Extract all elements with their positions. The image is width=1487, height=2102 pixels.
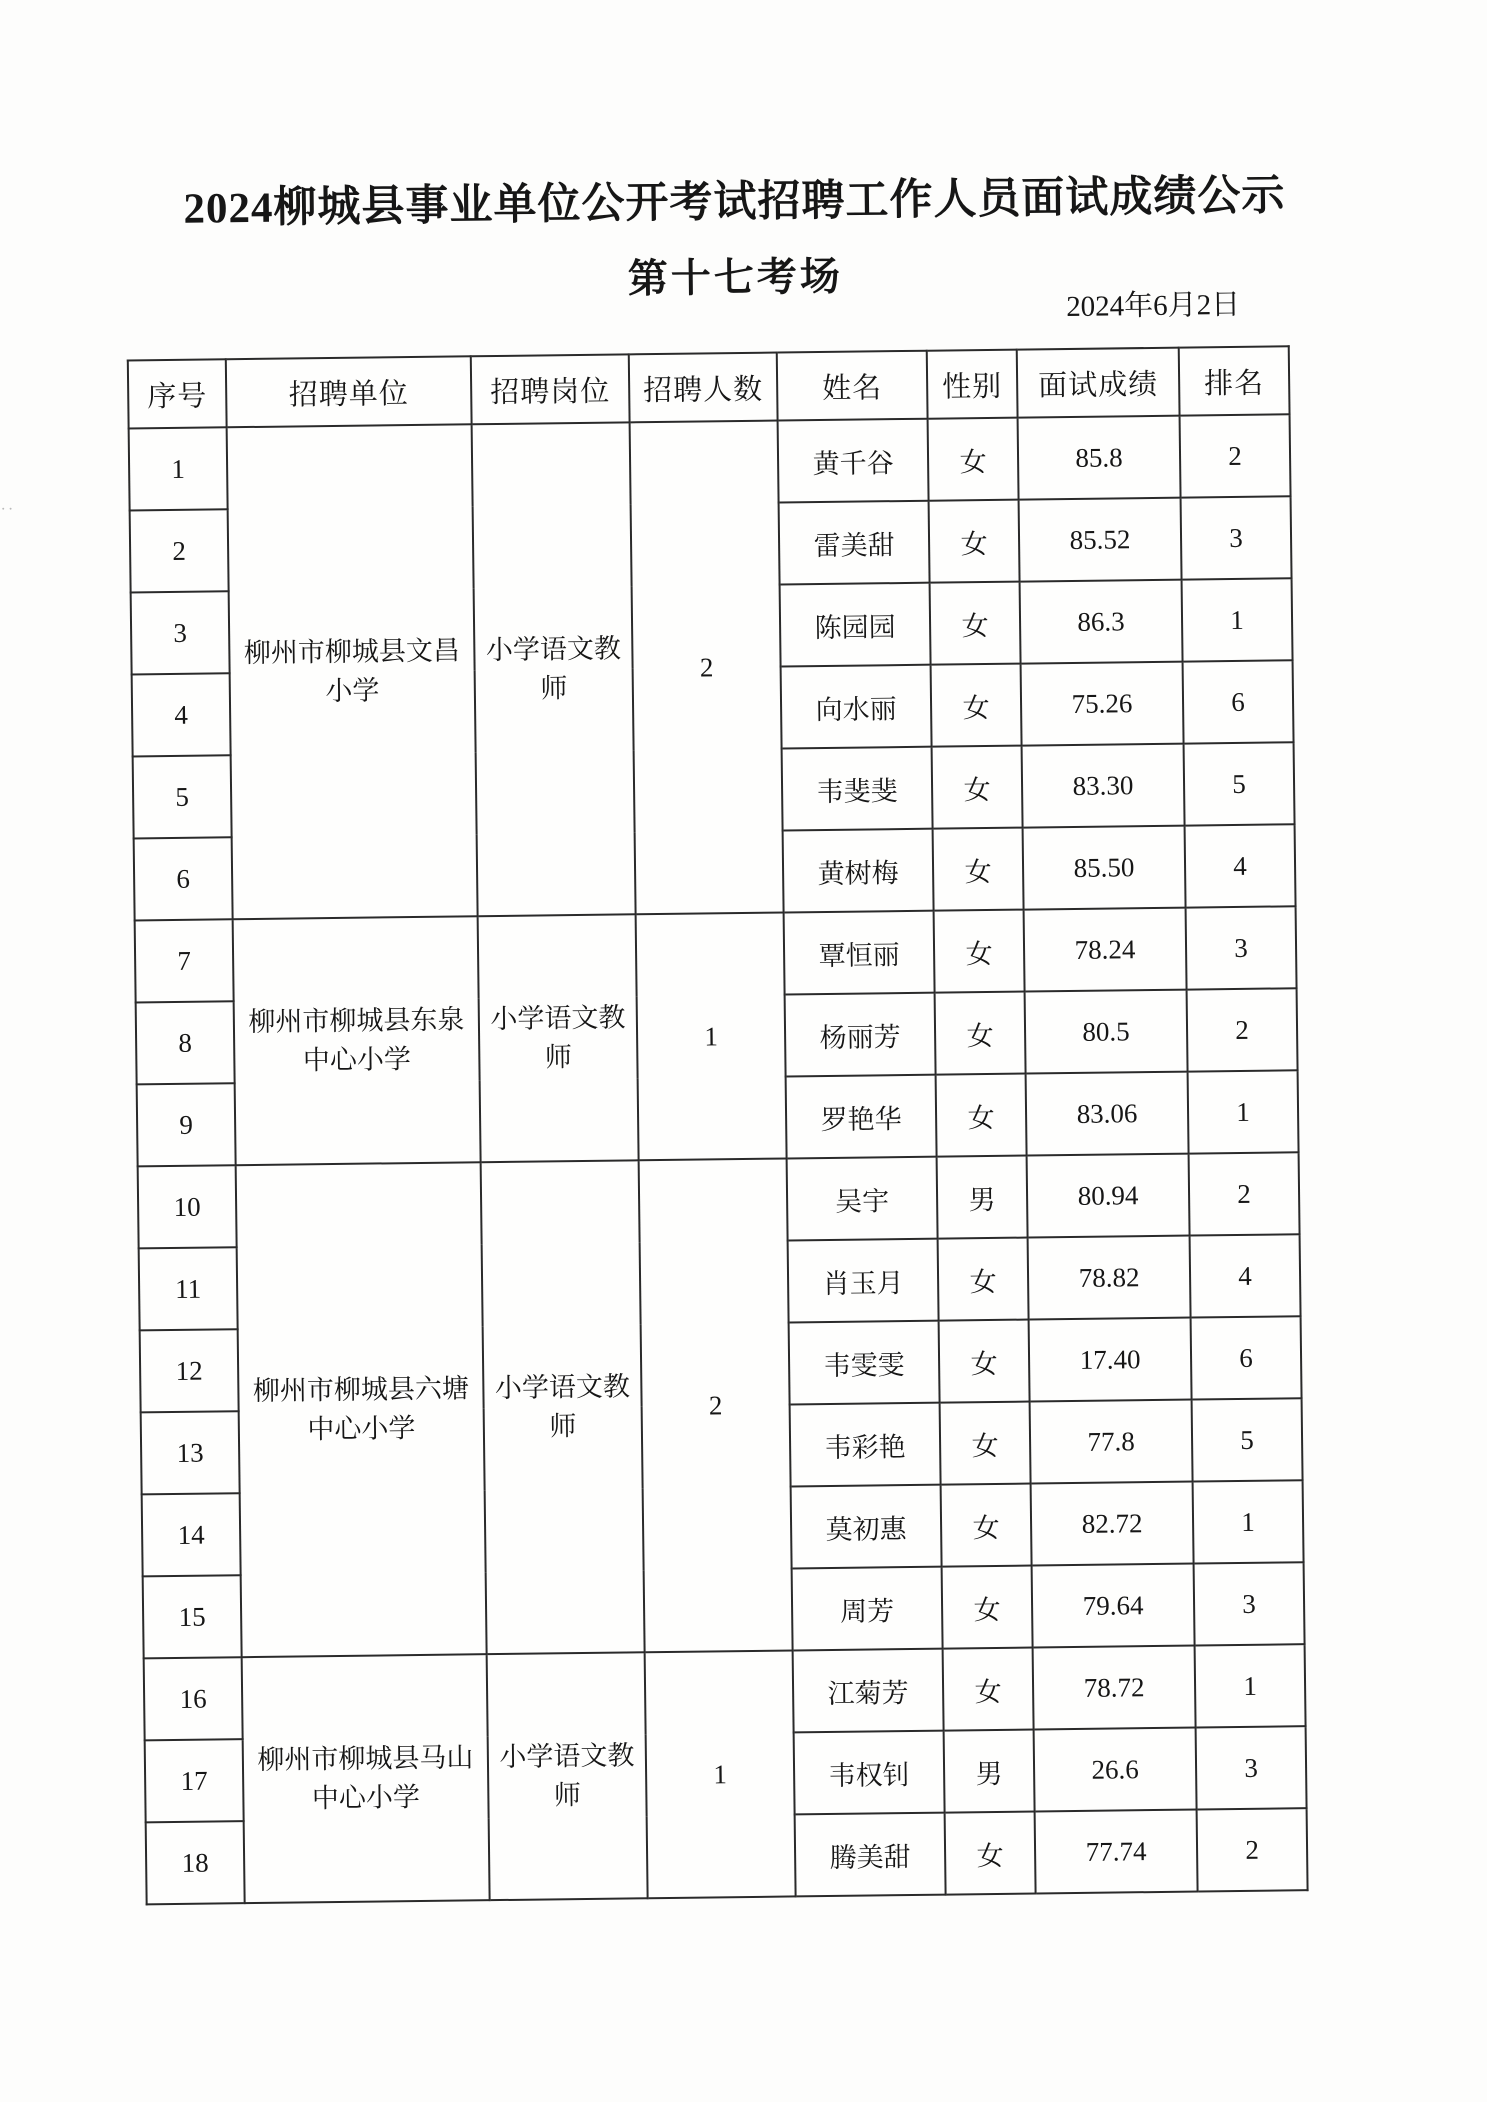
count-cell: 2: [639, 1158, 793, 1652]
table-row: [129, 414, 1291, 510]
rank-cell: 3: [1181, 496, 1292, 579]
seq-cell: 13: [141, 1411, 240, 1494]
score-cell: 85.8: [1018, 416, 1181, 500]
score-cell: 80.94: [1027, 1154, 1190, 1238]
gender-cell: 女: [935, 992, 1026, 1075]
header-pos: 招聘岗位: [471, 354, 630, 424]
score-cell: 78.24: [1024, 908, 1187, 992]
rank-cell: 6: [1191, 1316, 1302, 1399]
seq-cell: 3: [131, 591, 230, 674]
name-cell: 韦彩艳: [790, 1403, 941, 1487]
seq-cell: 17: [145, 1739, 244, 1822]
rank-cell: 6: [1183, 660, 1294, 743]
gender-cell: 女: [929, 500, 1020, 583]
seq-cell: 14: [142, 1493, 241, 1576]
gender-cell: 女: [943, 1648, 1034, 1731]
interview-score-table: [127, 345, 1309, 1905]
name-cell: 韦斐斐: [782, 747, 933, 831]
score-cell: 79.64: [1032, 1564, 1195, 1648]
name-cell: 黄树梅: [783, 829, 934, 913]
rank-cell: 5: [1192, 1398, 1303, 1481]
name-cell: 腾美甜: [795, 1813, 946, 1897]
rank-cell: 4: [1190, 1234, 1301, 1317]
score-cell: 80.5: [1025, 990, 1188, 1074]
score-cell: 78.82: [1028, 1236, 1191, 1320]
gender-cell: 女: [945, 1812, 1036, 1895]
name-cell: 莫初惠: [791, 1485, 942, 1569]
unit-cell: 柳州市柳城县马山中心小学: [242, 1654, 490, 1903]
score-cell: 77.74: [1035, 1810, 1198, 1894]
seq-cell: 8: [136, 1001, 235, 1084]
seq-cell: 6: [134, 837, 233, 920]
rank-cell: 2: [1187, 988, 1298, 1071]
unit-cell: 柳州市柳城县东泉中心小学: [233, 916, 481, 1165]
gender-cell: 女: [934, 910, 1025, 993]
seq-cell: 5: [133, 755, 232, 838]
score-cell: 75.26: [1021, 662, 1184, 746]
name-cell: 吴宇: [787, 1157, 938, 1241]
score-cell: 17.40: [1029, 1318, 1192, 1402]
header-name: 姓名: [777, 351, 928, 421]
score-table-container: [127, 345, 1309, 1905]
seq-cell: 9: [137, 1083, 236, 1166]
score-cell: 83.30: [1022, 744, 1185, 828]
seq-cell: 16: [144, 1657, 243, 1740]
score-cell: 82.72: [1031, 1482, 1194, 1566]
name-cell: 向水丽: [781, 665, 932, 749]
scan-noise-mark: ··: [0, 500, 16, 519]
count-cell: 1: [645, 1650, 796, 1898]
seq-cell: 11: [139, 1247, 238, 1330]
position-cell: 小学语文教师: [478, 914, 639, 1162]
gender-cell: 女: [928, 418, 1019, 501]
position-cell: 小学语文教师: [481, 1160, 645, 1654]
gender-cell: 男: [937, 1156, 1028, 1239]
position-cell: 小学语文教师: [472, 422, 636, 916]
table-row: [138, 1152, 1300, 1248]
gender-cell: 女: [939, 1320, 1030, 1403]
name-cell: 肖玉月: [788, 1239, 939, 1323]
rank-cell: 4: [1185, 824, 1296, 907]
gender-cell: 男: [944, 1730, 1035, 1813]
rank-cell: 1: [1188, 1070, 1299, 1153]
gender-cell: 女: [932, 746, 1023, 829]
name-cell: 陈园园: [780, 583, 931, 667]
rank-cell: 1: [1193, 1480, 1304, 1563]
position-cell: 小学语文教师: [487, 1652, 648, 1900]
score-cell: 77.8: [1030, 1400, 1193, 1484]
seq-cell: 12: [140, 1329, 239, 1412]
rank-cell: 3: [1194, 1562, 1305, 1645]
seq-cell: 15: [143, 1575, 242, 1658]
name-cell: 雷美甜: [779, 501, 930, 585]
header-gender: 性别: [927, 350, 1018, 419]
count-cell: 1: [636, 913, 787, 1161]
name-cell: 覃恒丽: [784, 911, 935, 995]
rank-cell: 5: [1184, 742, 1295, 825]
name-cell: 杨丽芳: [785, 993, 936, 1077]
rank-cell: 3: [1186, 906, 1297, 989]
gender-cell: 女: [938, 1238, 1029, 1321]
rank-cell: 1: [1182, 578, 1293, 661]
page-subtitle: 第十七考场: [627, 253, 844, 302]
document-date: 2024年6月2日: [1066, 288, 1241, 324]
table-row: [135, 906, 1297, 1002]
gender-cell: 女: [930, 582, 1021, 665]
table-row: [144, 1644, 1306, 1740]
name-cell: 罗艳华: [786, 1075, 937, 1159]
seq-cell: 4: [132, 673, 231, 756]
seq-cell: 10: [138, 1165, 237, 1248]
score-cell: 78.72: [1033, 1646, 1196, 1730]
name-cell: 韦雯雯: [789, 1321, 940, 1405]
score-cell: 83.06: [1026, 1072, 1189, 1156]
rank-cell: 2: [1189, 1152, 1300, 1235]
unit-cell: 柳州市柳城县六塘中心小学: [236, 1162, 487, 1657]
gender-cell: 女: [942, 1566, 1033, 1649]
score-cell: 85.50: [1023, 826, 1186, 910]
rank-cell: 3: [1196, 1726, 1307, 1809]
seq-cell: 1: [129, 427, 228, 510]
header-seq: 序号: [128, 359, 227, 428]
name-cell: 黄千谷: [778, 419, 929, 503]
count-cell: 2: [630, 421, 784, 915]
gender-cell: 女: [941, 1484, 1032, 1567]
rank-cell: 2: [1180, 414, 1291, 497]
score-cell: 86.3: [1020, 580, 1183, 664]
gender-cell: 女: [940, 1402, 1031, 1485]
rank-cell: 1: [1195, 1644, 1306, 1727]
page-title: 2024柳城县事业单位公开考试招聘工作人员面试成绩公示: [183, 172, 1286, 233]
score-cell: 85.52: [1019, 498, 1182, 582]
score-cell: 26.6: [1034, 1728, 1197, 1812]
gender-cell: 女: [933, 828, 1024, 911]
gender-cell: 女: [936, 1074, 1027, 1157]
unit-cell: 柳州市柳城县文昌小学: [227, 424, 478, 919]
seq-cell: 18: [146, 1821, 245, 1904]
header-unit: 招聘单位: [226, 356, 472, 427]
name-cell: 周芳: [792, 1567, 943, 1651]
name-cell: 韦权钊: [794, 1731, 945, 1815]
header-score: 面试成绩: [1017, 348, 1180, 418]
seq-cell: 7: [135, 919, 234, 1002]
header-rank: 排名: [1179, 346, 1290, 415]
header-count: 招聘人数: [629, 353, 778, 423]
gender-cell: 女: [931, 664, 1022, 747]
name-cell: 江菊芳: [793, 1649, 944, 1733]
seq-cell: 2: [130, 509, 229, 592]
rank-cell: 2: [1197, 1808, 1308, 1891]
